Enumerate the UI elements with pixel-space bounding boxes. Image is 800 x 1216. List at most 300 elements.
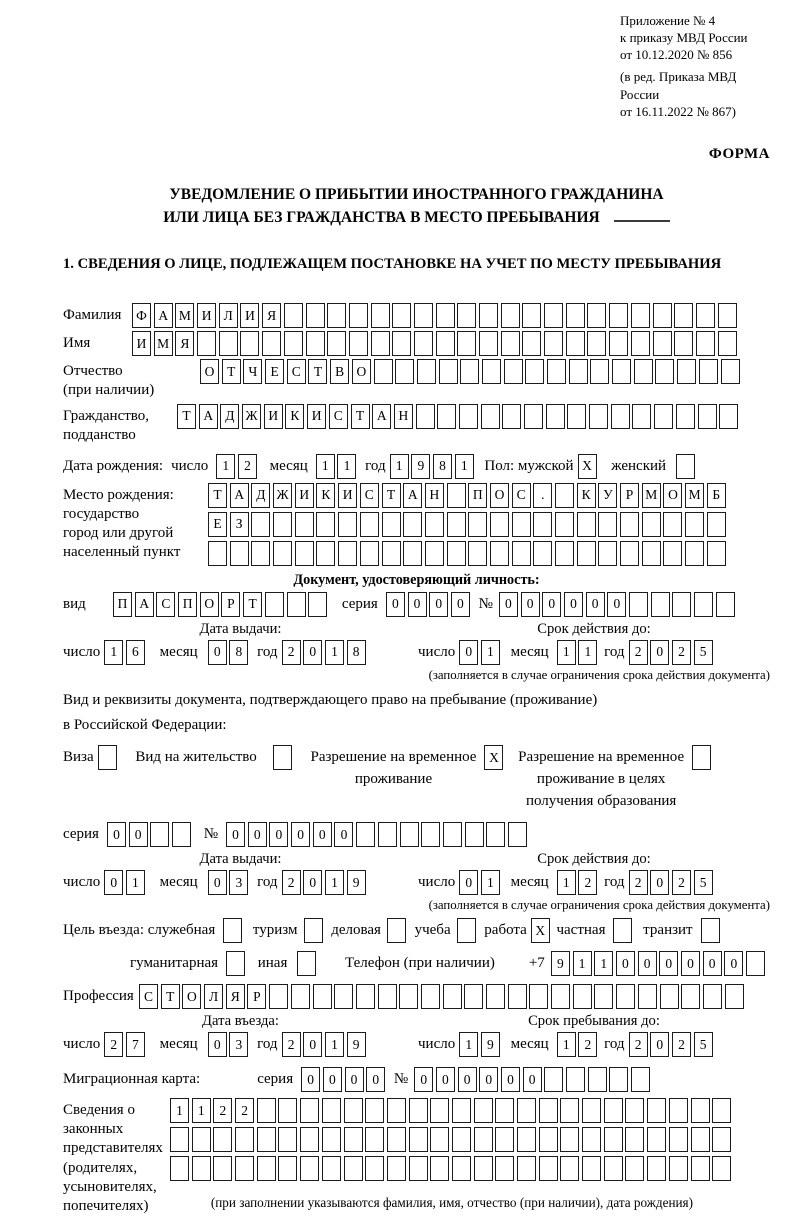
form-cell xyxy=(409,1098,428,1123)
other-label: иная xyxy=(257,955,288,972)
stay-until-label: Срок пребывания до: xyxy=(528,1013,660,1030)
form-cell: С xyxy=(287,359,306,384)
birthplace-label: Место рождения: государство город или другой населенный пункт xyxy=(63,486,181,560)
form-cell: 0 xyxy=(451,592,470,617)
stay-valid-year-cells xyxy=(629,870,716,895)
form-cell xyxy=(609,1067,628,1092)
form-cell xyxy=(251,512,270,537)
appendix-block xyxy=(620,12,770,120)
form-cell xyxy=(647,1127,666,1152)
form-cell: Б xyxy=(707,483,726,508)
patronymic-row xyxy=(63,359,770,400)
form-cell xyxy=(322,1127,341,1152)
form-cell: 1 xyxy=(216,454,235,479)
identity-issue-day-cells xyxy=(104,640,147,665)
form-cell xyxy=(257,1127,276,1152)
form-cell: Я xyxy=(262,303,281,328)
form-cell: 0 xyxy=(436,1067,455,1092)
form-cell: М xyxy=(154,331,173,356)
work-label: работа xyxy=(484,922,527,939)
form-cell xyxy=(387,1156,406,1181)
form-cell: 0 xyxy=(564,592,583,617)
entry-date-group: число 2 7 месяц 0 3 год 2 0 1 9 xyxy=(63,1032,418,1057)
form-cell xyxy=(681,984,700,1009)
form-cell: А xyxy=(154,303,173,328)
form-cell xyxy=(226,951,245,976)
form-cell: О xyxy=(352,359,371,384)
form-cell xyxy=(486,984,505,1009)
form-cell: 0 xyxy=(414,1067,433,1092)
form-cell: Р xyxy=(247,984,266,1009)
form-cell: М xyxy=(642,483,661,508)
entry-date-label: Дата въезда: xyxy=(202,1013,279,1030)
birthplace-cells-stack xyxy=(208,483,729,570)
form-cell xyxy=(278,1127,297,1152)
form-cell: М xyxy=(685,483,704,508)
form-cell xyxy=(692,745,711,770)
form-cell: 2 xyxy=(672,640,691,665)
form-cell xyxy=(582,1156,601,1181)
form-cell: 2 xyxy=(282,870,301,895)
form-cell xyxy=(525,359,544,384)
form-cell xyxy=(634,359,653,384)
form-cell xyxy=(447,541,466,566)
form-cell xyxy=(399,984,418,1009)
form-cell: О xyxy=(490,483,509,508)
form-cell xyxy=(295,541,314,566)
form-cell xyxy=(663,512,682,537)
form-cell xyxy=(725,984,744,1009)
form-cell: 1 xyxy=(325,1032,344,1057)
form-cell xyxy=(589,404,608,429)
form-cell: 0 xyxy=(248,822,267,847)
form-cell: К xyxy=(285,404,304,429)
form-cell xyxy=(577,541,596,566)
form-cell: 0 xyxy=(681,951,700,976)
form-cell: Т xyxy=(208,483,227,508)
form-cell xyxy=(447,483,466,508)
form-cell xyxy=(349,331,368,356)
form-cell xyxy=(555,483,574,508)
form-cell xyxy=(616,984,635,1009)
day-label: число xyxy=(171,457,209,474)
form-cell: 2 xyxy=(235,1098,254,1123)
form-cell: 1 xyxy=(459,1032,478,1057)
doc-type-cells xyxy=(113,592,330,617)
form-cell xyxy=(707,541,726,566)
form-cell: О xyxy=(200,359,219,384)
form-cell xyxy=(223,918,242,943)
patronymic-note: (при наличии) xyxy=(63,382,155,399)
form-cell xyxy=(468,541,487,566)
form-cell xyxy=(547,359,566,384)
form-cell xyxy=(334,984,353,1009)
form-cell: 9 xyxy=(551,951,570,976)
form-cell: 0 xyxy=(638,951,657,976)
temp-residence-edu-label: Разрешение на временное проживание в целях получения образования xyxy=(518,749,685,809)
form-cell xyxy=(257,1098,276,1123)
form-cell: 0 xyxy=(303,640,322,665)
form-cell: 0 xyxy=(208,1032,227,1057)
form-cell xyxy=(437,404,456,429)
form-cell xyxy=(284,331,303,356)
form-cell xyxy=(322,1156,341,1181)
purpose-work-checkbox xyxy=(531,918,553,943)
form-cell xyxy=(522,303,541,328)
mc-series-cells xyxy=(301,1067,388,1092)
form-title xyxy=(63,183,770,230)
form-cell: 1 xyxy=(573,951,592,976)
form-cell: К xyxy=(316,483,335,508)
business-label: деловая xyxy=(331,922,381,939)
form-cell: Я xyxy=(175,331,194,356)
form-cell: Е xyxy=(208,512,227,537)
form-cell: И xyxy=(132,331,151,356)
form-cell: С xyxy=(512,483,531,508)
form-cell: 1 xyxy=(192,1098,211,1123)
migration-card-row xyxy=(63,1067,770,1092)
form-cell xyxy=(620,512,639,537)
form-cell xyxy=(392,303,411,328)
form-cell xyxy=(278,1098,297,1123)
transit-label: транзит xyxy=(643,922,693,939)
form-cell xyxy=(436,303,455,328)
stay-until-day-cells xyxy=(459,1032,502,1057)
form-cell: Т xyxy=(222,359,241,384)
form-cell xyxy=(452,1156,471,1181)
form-cell xyxy=(651,592,670,617)
form-cell: 0 xyxy=(303,1032,322,1057)
form-cell xyxy=(696,331,715,356)
form-cell: 0 xyxy=(650,640,669,665)
form-cell: Т xyxy=(243,592,262,617)
form-cell xyxy=(598,541,617,566)
form-cell xyxy=(417,359,436,384)
form-cell: 3 xyxy=(229,870,248,895)
form-cell xyxy=(685,512,704,537)
form-cell xyxy=(338,512,357,537)
form-cell: 0 xyxy=(366,1067,385,1092)
form-cell: 1 xyxy=(578,640,597,665)
form-cell xyxy=(409,1127,428,1152)
form-cell xyxy=(400,822,419,847)
name-row xyxy=(63,331,770,356)
form-cell: 1 xyxy=(481,870,500,895)
form-cell xyxy=(344,1156,363,1181)
sex-female-checkbox xyxy=(676,454,698,479)
form-cell xyxy=(629,592,648,617)
form-cell xyxy=(676,454,695,479)
entry-year-cells xyxy=(282,1032,369,1057)
form-cell xyxy=(677,359,696,384)
form-cell xyxy=(620,541,639,566)
form-cell xyxy=(213,1127,232,1152)
form-cell: 0 xyxy=(523,1067,542,1092)
form-cell xyxy=(192,1127,211,1152)
form-cell: И xyxy=(197,303,216,328)
form-cell xyxy=(269,984,288,1009)
form-cell: П xyxy=(468,483,487,508)
form-cell: 1 xyxy=(557,640,576,665)
form-cell xyxy=(707,512,726,537)
temp-residence-checkbox xyxy=(484,745,506,770)
form-cell xyxy=(452,1127,471,1152)
form-cell xyxy=(172,822,191,847)
form-cell xyxy=(273,745,292,770)
temp-residence-edu-item xyxy=(518,745,714,812)
form-cell: 0 xyxy=(703,951,722,976)
form-cell: 0 xyxy=(107,822,126,847)
form-cell: Ф xyxy=(132,303,151,328)
stay-doc-text-1: Вид и реквизиты документа, подтверждающего право на пребывание (проживание) xyxy=(63,691,598,708)
form-cell xyxy=(344,1098,363,1123)
form-cell xyxy=(587,303,606,328)
form-cell: 2 xyxy=(213,1098,232,1123)
form-cell xyxy=(414,331,433,356)
form-cell xyxy=(304,918,323,943)
form-cell xyxy=(501,303,520,328)
form-cell xyxy=(436,331,455,356)
form-cell: П xyxy=(113,592,132,617)
form-cell xyxy=(716,592,735,617)
form-cell xyxy=(631,303,650,328)
form-cell xyxy=(676,404,695,429)
form-cell xyxy=(443,984,462,1009)
form-cell xyxy=(669,1098,688,1123)
entry-month-cells xyxy=(208,1032,251,1057)
form-cell xyxy=(482,359,501,384)
form-cell: А xyxy=(199,404,218,429)
form-cell xyxy=(98,745,117,770)
form-cell xyxy=(287,592,306,617)
form-cell: 2 xyxy=(578,1032,597,1057)
form-cell xyxy=(587,331,606,356)
birth-year-cells xyxy=(390,454,477,479)
form-cell xyxy=(486,822,505,847)
form-cell xyxy=(674,303,693,328)
form-cell xyxy=(474,1098,493,1123)
form-cell xyxy=(316,512,335,537)
form-cell xyxy=(459,404,478,429)
form-cell xyxy=(594,984,613,1009)
form-cell: 0 xyxy=(586,592,605,617)
form-cell: А xyxy=(403,483,422,508)
form-cell: 0 xyxy=(303,870,322,895)
form-cell xyxy=(306,303,325,328)
form-cell: О xyxy=(182,984,201,1009)
form-cell: 5 xyxy=(694,1032,713,1057)
form-cell: И xyxy=(295,483,314,508)
form-cell xyxy=(257,1156,276,1181)
form-cell: 0 xyxy=(334,822,353,847)
form-cell xyxy=(696,303,715,328)
form-cell xyxy=(718,331,737,356)
form-cell: Ж xyxy=(273,483,292,508)
form-cell: 2 xyxy=(672,1032,691,1057)
form-cell xyxy=(632,404,651,429)
form-cell xyxy=(604,1127,623,1152)
birthdate-row xyxy=(63,454,770,479)
form-cell: 5 xyxy=(694,640,713,665)
form-cell xyxy=(395,359,414,384)
form-cell xyxy=(409,1156,428,1181)
form-cell xyxy=(712,1156,731,1181)
year-label: год xyxy=(365,457,386,474)
form-cell: О xyxy=(663,483,682,508)
form-cell xyxy=(365,1127,384,1152)
form-cell xyxy=(533,512,552,537)
residence-permit-checkbox xyxy=(273,745,295,770)
form-cell: 0 xyxy=(313,822,332,847)
form-cell xyxy=(447,512,466,537)
form-cell xyxy=(291,984,310,1009)
entry-day-cells xyxy=(104,1032,147,1057)
form-cell xyxy=(539,1098,558,1123)
form-cell xyxy=(512,512,531,537)
form-cell xyxy=(297,951,316,976)
form-cell xyxy=(625,1127,644,1152)
appendix-line-2: к приказу МВД России xyxy=(620,30,748,46)
form-cell: М xyxy=(175,303,194,328)
doc-number-cells xyxy=(499,592,738,617)
form-cell xyxy=(555,541,574,566)
doc-series-label: серия xyxy=(341,595,378,612)
representatives-row xyxy=(63,1098,770,1215)
form-cell xyxy=(582,1127,601,1152)
form-cell xyxy=(669,1127,688,1152)
form-cell: Т xyxy=(308,359,327,384)
stay-until-month-cells xyxy=(557,1032,600,1057)
form-cell xyxy=(674,331,693,356)
form-cell xyxy=(425,541,444,566)
form-cell xyxy=(421,822,440,847)
purpose-tourism-checkbox xyxy=(304,918,326,943)
form-cell xyxy=(654,404,673,429)
form-cell: 8 xyxy=(433,454,452,479)
form-cell: 5 xyxy=(694,870,713,895)
form-cell xyxy=(481,404,500,429)
form-cell xyxy=(604,1098,623,1123)
stay-valid-group: число 0 1 месяц 1 2 год 2 0 2 5 xyxy=(418,870,770,895)
form-cell xyxy=(501,331,520,356)
form-cell xyxy=(313,984,332,1009)
form-cell: Р xyxy=(620,483,639,508)
form-cell xyxy=(517,1156,536,1181)
form-cell: 0 xyxy=(499,592,518,617)
form-cell xyxy=(560,1156,579,1181)
form-cell: А xyxy=(372,404,391,429)
form-cell: С xyxy=(329,404,348,429)
form-cell: Т xyxy=(351,404,370,429)
form-cell: 2 xyxy=(238,454,257,479)
form-cell: Р xyxy=(221,592,240,617)
stay-doc-dates-header: Дата выдачи: Срок действия до: xyxy=(199,851,651,868)
form-cell xyxy=(698,404,717,429)
residence-permit-item xyxy=(135,745,294,770)
form-cell: 2 xyxy=(629,640,648,665)
form-cell: Л xyxy=(204,984,223,1009)
form-cell xyxy=(517,1098,536,1123)
private-label: частная xyxy=(556,922,606,939)
form-cell xyxy=(360,512,379,537)
form-cell xyxy=(612,359,631,384)
form-cell: 0 xyxy=(521,592,540,617)
sex-male-checkbox xyxy=(578,454,600,479)
representatives-cells-stack xyxy=(170,1098,734,1211)
form-cell xyxy=(213,1156,232,1181)
birthplace-row xyxy=(63,483,770,570)
form-cell: 6 xyxy=(126,640,145,665)
visa-label: Виза xyxy=(63,749,94,766)
form-cell: 0 xyxy=(459,640,478,665)
form-cell xyxy=(365,1098,384,1123)
stay-number-cells xyxy=(226,822,530,847)
form-cell: И xyxy=(338,483,357,508)
temp-residence-edu-checkbox xyxy=(692,745,714,770)
form-cell xyxy=(504,359,523,384)
form-cell: Я xyxy=(226,984,245,1009)
form-cell xyxy=(669,1156,688,1181)
mc-number-cells xyxy=(414,1067,653,1092)
form-cell xyxy=(300,1098,319,1123)
form-cell xyxy=(360,541,379,566)
form-cell xyxy=(430,1127,449,1152)
form-cell: 0 xyxy=(269,822,288,847)
form-cell xyxy=(378,822,397,847)
birthplace-cells-3 xyxy=(208,541,729,566)
form-cell xyxy=(474,1127,493,1152)
form-cell: С xyxy=(360,483,379,508)
purpose-humanitarian-checkbox xyxy=(226,951,248,976)
form-cell: 2 xyxy=(578,870,597,895)
appendix-line-1: Приложение № 4 xyxy=(620,13,716,28)
form-cell: 1 xyxy=(104,640,123,665)
form-cell xyxy=(546,404,565,429)
form-cell xyxy=(338,541,357,566)
form-cell: X xyxy=(531,918,550,943)
form-cell xyxy=(613,918,632,943)
migration-card-label: Миграционная карта: xyxy=(63,1071,201,1088)
form-cell: . xyxy=(533,483,552,508)
form-cell xyxy=(356,984,375,1009)
form-cell xyxy=(371,303,390,328)
form-cell xyxy=(344,1127,363,1152)
form-cell xyxy=(691,1127,710,1152)
purpose-official-checkbox xyxy=(223,918,245,943)
form-cell xyxy=(691,1156,710,1181)
profession-row xyxy=(63,984,770,1009)
identity-doc-dates-row xyxy=(63,640,770,665)
form-cell xyxy=(539,1127,558,1152)
form-cell xyxy=(235,1156,254,1181)
form-cell xyxy=(430,1098,449,1123)
temp-residence-item xyxy=(310,745,506,791)
patronymic-label: Отчество (при наличии) xyxy=(63,359,200,400)
form-cell xyxy=(551,984,570,1009)
form-cell xyxy=(349,303,368,328)
form-cell: Т xyxy=(382,483,401,508)
identity-doc-header: Документ, удостоверяющий личность: xyxy=(293,571,540,588)
form-cell xyxy=(524,404,543,429)
form-cell: 0 xyxy=(542,592,561,617)
form-cell: 0 xyxy=(291,822,310,847)
form-cell: 8 xyxy=(229,640,248,665)
form-cell: Н xyxy=(394,404,413,429)
form-cell: С xyxy=(139,984,158,1009)
form-cell xyxy=(647,1098,666,1123)
representatives-note: (при заполнении указываются фамилия, имя, отчество (при наличии), дата рождения) xyxy=(210,1195,694,1211)
appendix-line-3: от 10.12.2020 № 856 xyxy=(620,47,733,63)
